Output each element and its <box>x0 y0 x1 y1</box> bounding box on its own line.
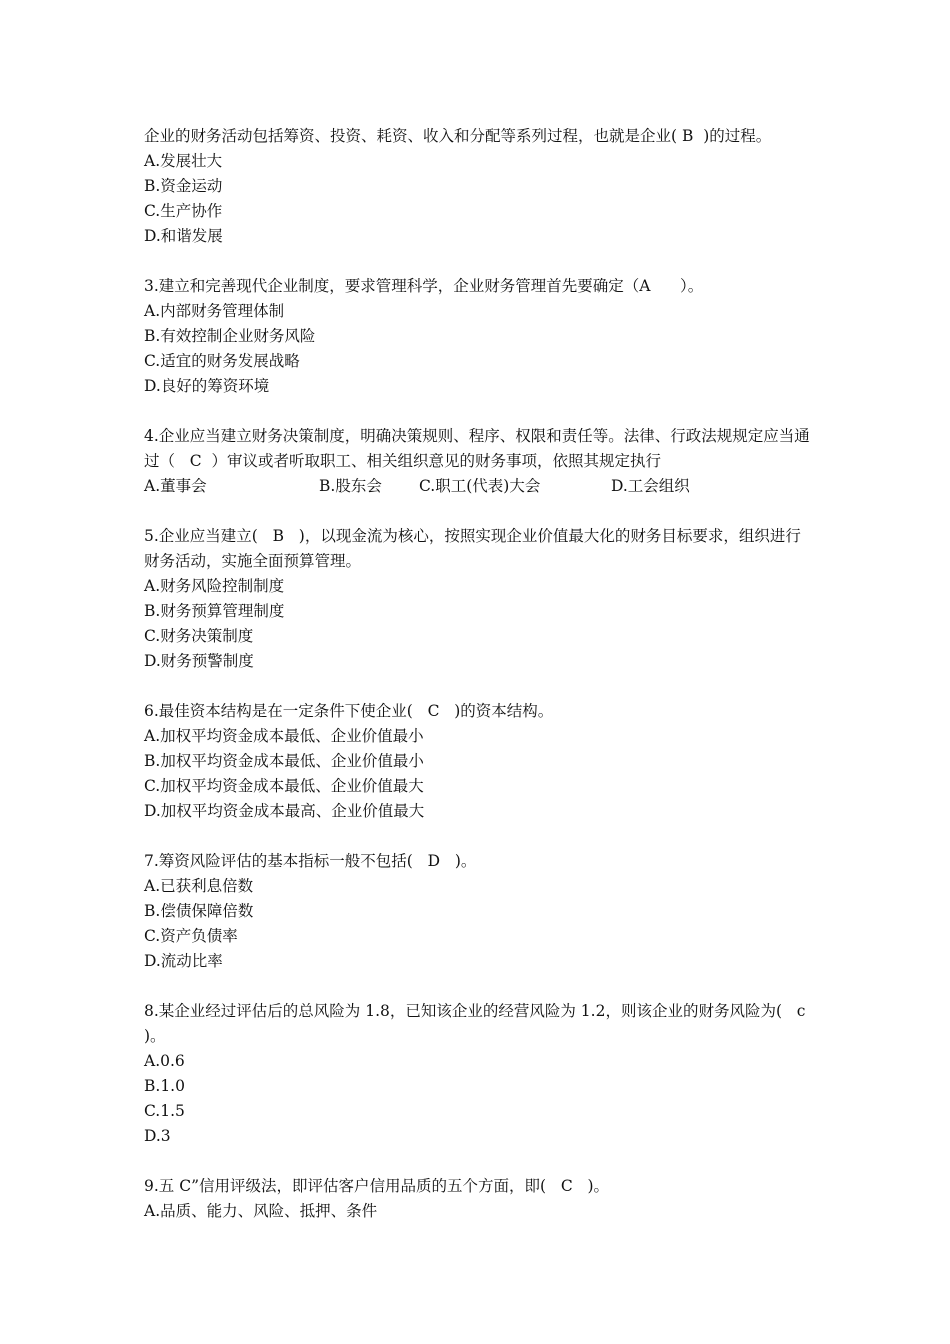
option-item: A.内部财务管理体制 <box>144 302 285 320</box>
option-item: C.加权平均资金成本最低、企业价值最大 <box>144 777 424 795</box>
question-stem: 8.某企业经过评估后的总风险为 1.8，已知该企业的经营风险为 1.2，则该企业的财务风险为( c )。 <box>144 1002 821 1045</box>
question-stem: 9.五 C”信用评级法，即评估客户信用品质的五个方面，即( C )。 <box>144 1177 610 1195</box>
option-item: A.已获利息倍数 <box>144 877 254 895</box>
option-item: D.加权平均资金成本最高、企业价值最大 <box>144 802 425 820</box>
option-item: D.3 <box>144 1127 171 1145</box>
option-item: C.财务决策制度 <box>144 627 254 645</box>
option-item: B.有效控制企业财务风险 <box>144 327 316 345</box>
option-item: C.生产协作 <box>144 202 223 220</box>
question-block <box>144 524 814 674</box>
document-body <box>144 124 821 1249</box>
option-item: A.发展壮大 <box>144 152 223 170</box>
option-item: A.品质、能力、风险、抵押、条件 <box>144 1202 378 1220</box>
option-item: C.适宜的财务发展战略 <box>144 352 300 370</box>
option-item: B.1.0 <box>144 1077 185 1095</box>
option-item: B.偿债保障倍数 <box>144 902 254 920</box>
option-item: D.和谐发展 <box>144 227 223 245</box>
option-item: C.1.5 <box>144 1102 185 1120</box>
option-item: A.董事会 <box>144 477 207 495</box>
question-block <box>144 999 821 1149</box>
option-item: D.流动比率 <box>144 952 223 970</box>
option-item: A.加权平均资金成本最低、企业价值最小 <box>144 727 424 745</box>
option-item: B.资金运动 <box>144 177 223 195</box>
question-block <box>144 274 814 399</box>
question-block <box>144 124 814 249</box>
option-item: A.0.6 <box>144 1052 185 1070</box>
question-block <box>144 424 814 499</box>
option-item: B.加权平均资金成本最低、企业价值最小 <box>144 752 424 770</box>
option-item: D.良好的筹资环境 <box>144 377 270 395</box>
option-item: C.职工(代表)大会 <box>419 477 541 495</box>
option-item: B.财务预算管理制度 <box>144 602 285 620</box>
question-stem: 7.筹资风险评估的基本指标一般不包括( D )。 <box>144 852 477 870</box>
option-item: A.财务风险控制制度 <box>144 577 285 595</box>
option-item: C.资产负债率 <box>144 927 238 945</box>
question-stem: 4.企业应当建立财务决策制度，明确决策规则、程序、权限和责任等。法律、行政法规规定应当通过（ C ）审议或者听取职工、相关组织意见的财务事项，依照其规定执行 <box>144 427 810 470</box>
question-stem: 企业的财务活动包括筹资、投资、耗资、收入和分配等系列过程，也就是企业( B )的过程。 <box>144 127 772 145</box>
question-stem: 5.企业应当建立( B )，以现金流为核心，按照实现企业价值最大化的财务目标要求，组织进行财务活动，实施全面预算管理。 <box>144 527 801 570</box>
question-block <box>144 1174 814 1224</box>
option-item: D.财务预警制度 <box>144 652 254 670</box>
option-item: B.股东会 <box>319 477 382 495</box>
question-block <box>144 699 814 824</box>
option-item: D.工会组织 <box>611 477 690 495</box>
option-row <box>144 474 814 499</box>
question-stem: 6.最佳资本结构是在一定条件下使企业( C )的资本结构。 <box>144 702 554 720</box>
question-block <box>144 849 814 974</box>
question-stem: 3.建立和完善现代企业制度，要求管理科学，企业财务管理首先要确定（A ）。 <box>144 277 704 295</box>
